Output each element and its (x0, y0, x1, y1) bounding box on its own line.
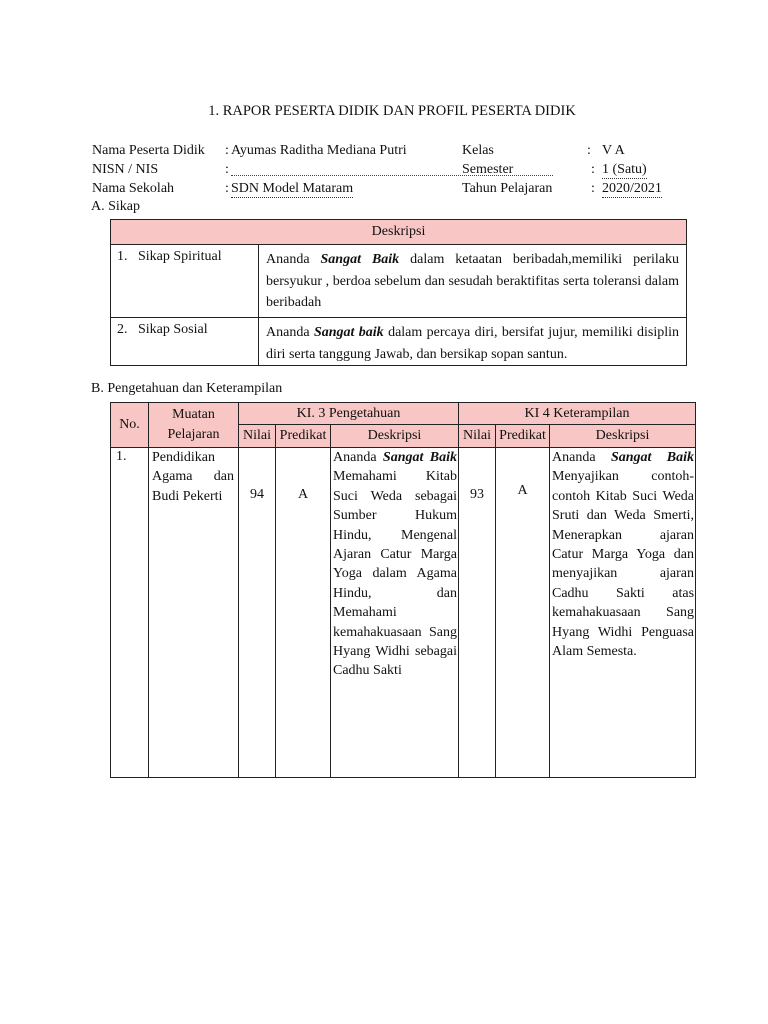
semester-colon: : (591, 162, 595, 177)
ki3-deskripsi (331, 448, 459, 778)
school-text: SDN Model Mataram (231, 181, 354, 196)
desc-bold: Sangat Baik (320, 252, 400, 267)
row-label: Sikap Spiritual (138, 249, 222, 264)
year-value (602, 179, 662, 198)
desc-pre: Ananda (266, 325, 314, 340)
school-value (231, 179, 353, 198)
ki3-nilai: 94 (239, 448, 276, 778)
ki4-deskripsi (550, 448, 696, 778)
header-ki3-nilai: Nilai (239, 425, 276, 448)
sikap-row-name (111, 318, 259, 366)
sikap-table (110, 219, 687, 366)
header-no: No. (111, 403, 149, 448)
sikap-row-desc (259, 318, 687, 366)
desc-post: dalam ketaatan beribadah,memiliki perilaku bersyukur , berdoa sebelum dan sesudah beraktifitas serta toleransi dalam beribadah (266, 252, 680, 310)
ki4-nilai: 93 (459, 448, 496, 778)
school-colon: : (225, 181, 229, 196)
row-no: 1. (111, 448, 149, 778)
header-ki4-nilai: Nilai (459, 425, 496, 448)
semester-text: 1 (Satu) (602, 162, 647, 177)
desc-pre: Ananda (333, 450, 383, 465)
class-colon: : (587, 143, 591, 158)
desc-bold: Sangat Baik (610, 450, 695, 465)
nisn-colon: : (225, 162, 229, 177)
name-colon: : (225, 143, 229, 158)
row-number: 2. (117, 322, 128, 337)
row-label: Sikap Sosial (138, 322, 208, 337)
header-ki3-deskripsi: Deskripsi (331, 425, 459, 448)
sikap-row-name (111, 245, 259, 318)
desc-bold: Sangat Baik (382, 450, 457, 465)
desc-bold: Sangat baik (313, 325, 384, 340)
name-label: Nama Peserta Didik (92, 143, 205, 158)
header-muatan: Muatan Pelajaran (149, 403, 239, 448)
sikap-row-desc (259, 245, 687, 318)
student-name: Ayumas Raditha Mediana Putri (231, 143, 407, 158)
info-row-school (92, 179, 692, 198)
desc-pre: Ananda (266, 252, 321, 267)
desc-post: Menyajikan contoh-contoh Kitab Suci Weda Sruti dan Weda Smerti, Menerapkan ajaran Catur Marga Yoga dan menyajikan ajaran Cadhu Sakti atas kemahakuasaan Sang Hyang Widhi Penguasa Alam Semesta. (552, 469, 695, 660)
page-title: 1. RAPOR PESERTA DIDIK DAN PROFIL PESERTA DIDIK (208, 103, 576, 119)
desc-post: dalam percaya diri, bersifat jujur, memiliki disiplin diri serta tanggung Jawab, dan bersikap sopan santun. (266, 325, 680, 362)
info-row-name (92, 141, 692, 160)
semester-value (602, 160, 647, 179)
table-row (111, 245, 687, 318)
school-label: Nama Sekolah (92, 181, 175, 196)
header-ki4-predikat: Predikat (496, 425, 550, 448)
year-colon: : (591, 181, 595, 196)
ki4-predikat: A (496, 448, 550, 778)
year-label: Tahun Pelajaran (462, 181, 553, 196)
header-ki4-deskripsi: Deskripsi (550, 425, 696, 448)
semester-label: Semester (462, 162, 514, 177)
table-row (111, 318, 687, 366)
sikap-heading: A. Sikap (91, 199, 140, 214)
table-row (111, 448, 696, 778)
info-row-nisn (92, 160, 692, 179)
nisn-label: NISN / NIS (92, 162, 159, 177)
year-text: 2020/2021 (602, 181, 662, 196)
header-ki4: KI 4 Keterampilan (459, 403, 696, 425)
pengetahuan-heading: B. Pengetahuan dan Keterampilan (91, 381, 283, 396)
pengetahuan-table (110, 402, 696, 778)
row-number: 1. (117, 249, 128, 264)
row-subject: Pendidikan Agama dan Budi Pekerti (149, 448, 239, 778)
header-ki3-predikat: Predikat (276, 425, 331, 448)
header-ki3: KI. 3 Pengetahuan (239, 403, 459, 425)
class-value: V A (602, 143, 625, 158)
desc-pre: Ananda (552, 450, 611, 465)
class-label: Kelas (462, 143, 494, 158)
desc-post: Memahami Kitab Suci Weda sebagai Sumber Hukum Hindu, Mengenal Ajaran Catur Marga Yoga dalam Agama Hindu, dan Memahami kemahakuasaan Sang Hyang Widhi sebagai Cadhu Sakti (333, 469, 457, 679)
sikap-header-deskripsi: Deskripsi (111, 220, 687, 245)
ki3-predikat: A (276, 448, 331, 778)
